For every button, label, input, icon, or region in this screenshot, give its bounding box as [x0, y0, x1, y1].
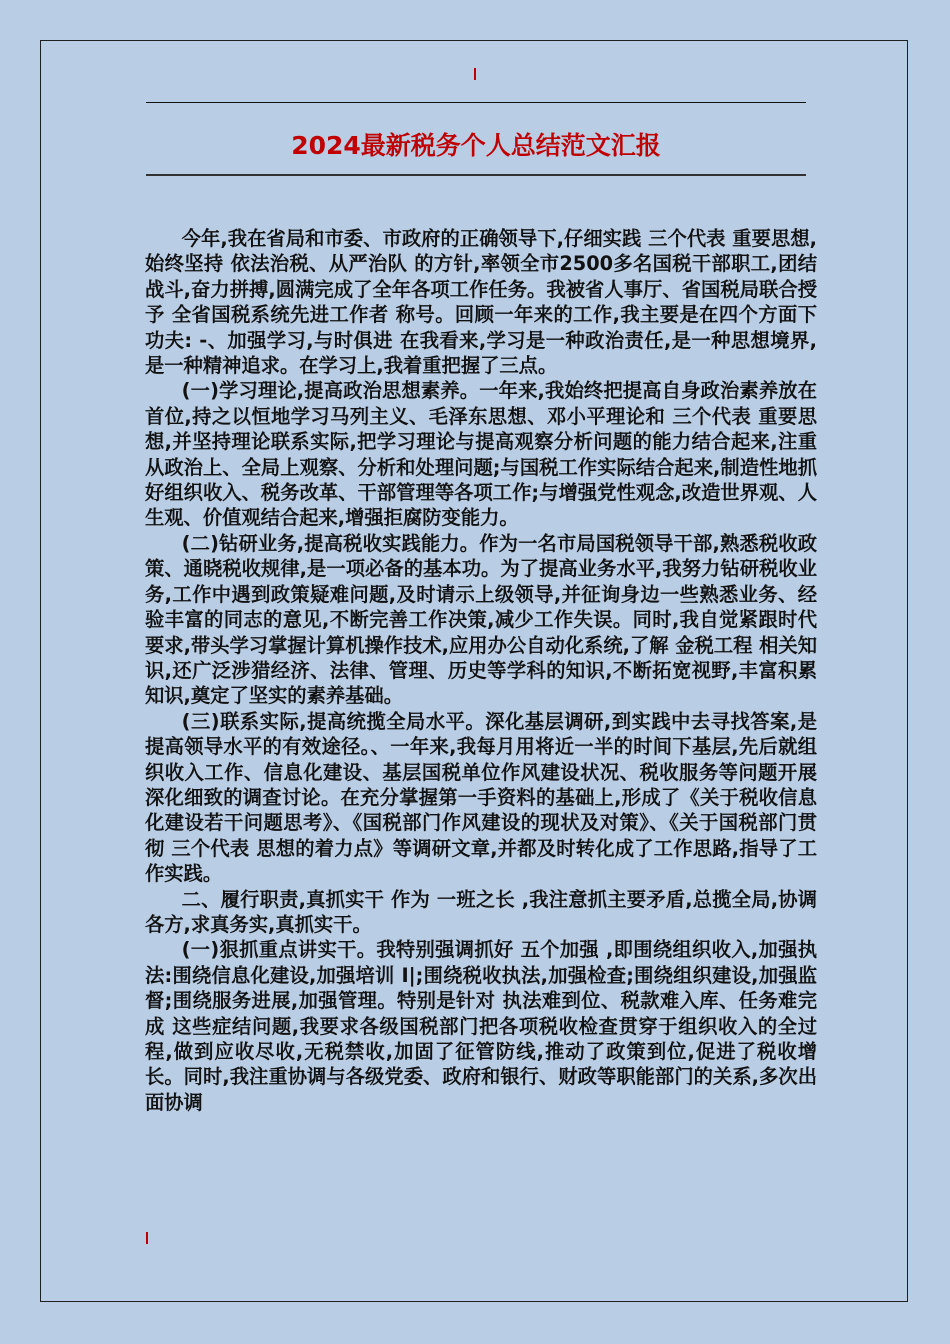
document-title: 2024最新税务个人总结范文汇报	[291, 131, 661, 160]
paragraph-practice: (三)联系实际,提高统揽全局水平。深化基层调研,到实践中去寻找答案,是提高领导水平的有效途径。、一年来,我每月用将近一半的时间下基层,先后就组织收入工作、信息化建设、基层国税单位作风建设状况、税收服务等问题开展深化细致的调查讨论。在充分掌握第一手资料的基础上,形成了《关于税收信息化建设若干问题思考》、《国税部门作风建设的现状及对策》、《关于国税部门贯彻 三个代表 思想的着力点》等调研文章,并都及时转化成了工作思路,指导了工作实践。	[145, 709, 817, 886]
header-mark	[474, 68, 476, 80]
paragraph-study-business: (二)钻研业务,提高税收实践能力。作为一名市局国税领导干部,熟悉税收政策、通晓税收规律,是一项必备的基本功。为了提高业务水平,我努力钻研税收业务,工作中遇到政策疑难问题,及时请示上级领导,并征询身边一些熟悉业务、经验丰富的同志的意见,不断完善工作决策,减少工作失误。同时,我自觉紧跟时代要求,带头学习掌握计算机操作技术,应用办公自动化系统,了解 金税工程 相关知识,还广泛涉猎经济、法律、管理、历史等学科的知识,不断拓宽视野,丰富积累知识,奠定了坚实的素养基础。	[145, 531, 817, 708]
header-rule	[146, 102, 806, 103]
title-rule	[146, 174, 806, 176]
paragraph-intro: 今年,我在省局和市委、市政府的正确领导下,仔细实践 三个代表 重要思想,始终坚持 依法治税、从严治队 的方针,率领全市2500多名国税干部职工,团结战斗,奋力拼搏,圆满完成了全年各项工作任务。我被省人事厅、省国税局联合授予 全省国税系统先进工作者 称号。回顾一年来的工作,我主要是在四个方面下功夫: -、加强学习,与时俱进 在我看来,学习是一种政治责任,是一种思想境界,是一种精神追求。在学习上,我着重把握了三点。	[145, 227, 817, 378]
paragraph-study-theory: (一)学习理论,提高政治思想素养。一年来,我始终把提高自身政治素养放在首位,持之以恒地学习马列主义、毛泽东思想、邓小平理论和 三个代表 重要思想,并坚持理论联系实际,把学习理论与提高观察分析问题的能力结合起来,注重从政治上、全局上观察、分析和处理问题;与国税工作实际结合起来,制造性地抓好组织收入、税务改革、干部管理等各项工作;与增强党性观念,改造世界观、人生观、价值观结合起来,增强拒腐防变能力。	[145, 379, 817, 530]
document-body	[145, 226, 817, 1115]
footer-mark	[146, 1232, 148, 1244]
paragraph-duties: 二、履行职责,真抓实干 作为 一班之长 ,我注意抓主要矛盾,总揽全局,协调各方,求真务实,真抓实干。	[145, 887, 817, 936]
paragraph-key-work: (一)狠抓重点讲实干。我特别强调抓好 五个加强 ,即围绕组织收入,加强执法:围绕信息化建设,加强培训 I|;围绕税收执法,加强检查;围绕组织建设,加强监督;围绕服务进展,加强管理。特别是针对 执法难到位、税款难入库、任务难完成 这些症结问题,我要求各级国税部门把各项税收检查贯穿于组织收入的全过程,做到应收尽收,无税禁收,加固了征管防线,推动了政策到位,促进了税收增长。同时,我注重协调与各级党委、政府和银行、财政等职能部门的关系,多次出面协调	[145, 938, 817, 1114]
